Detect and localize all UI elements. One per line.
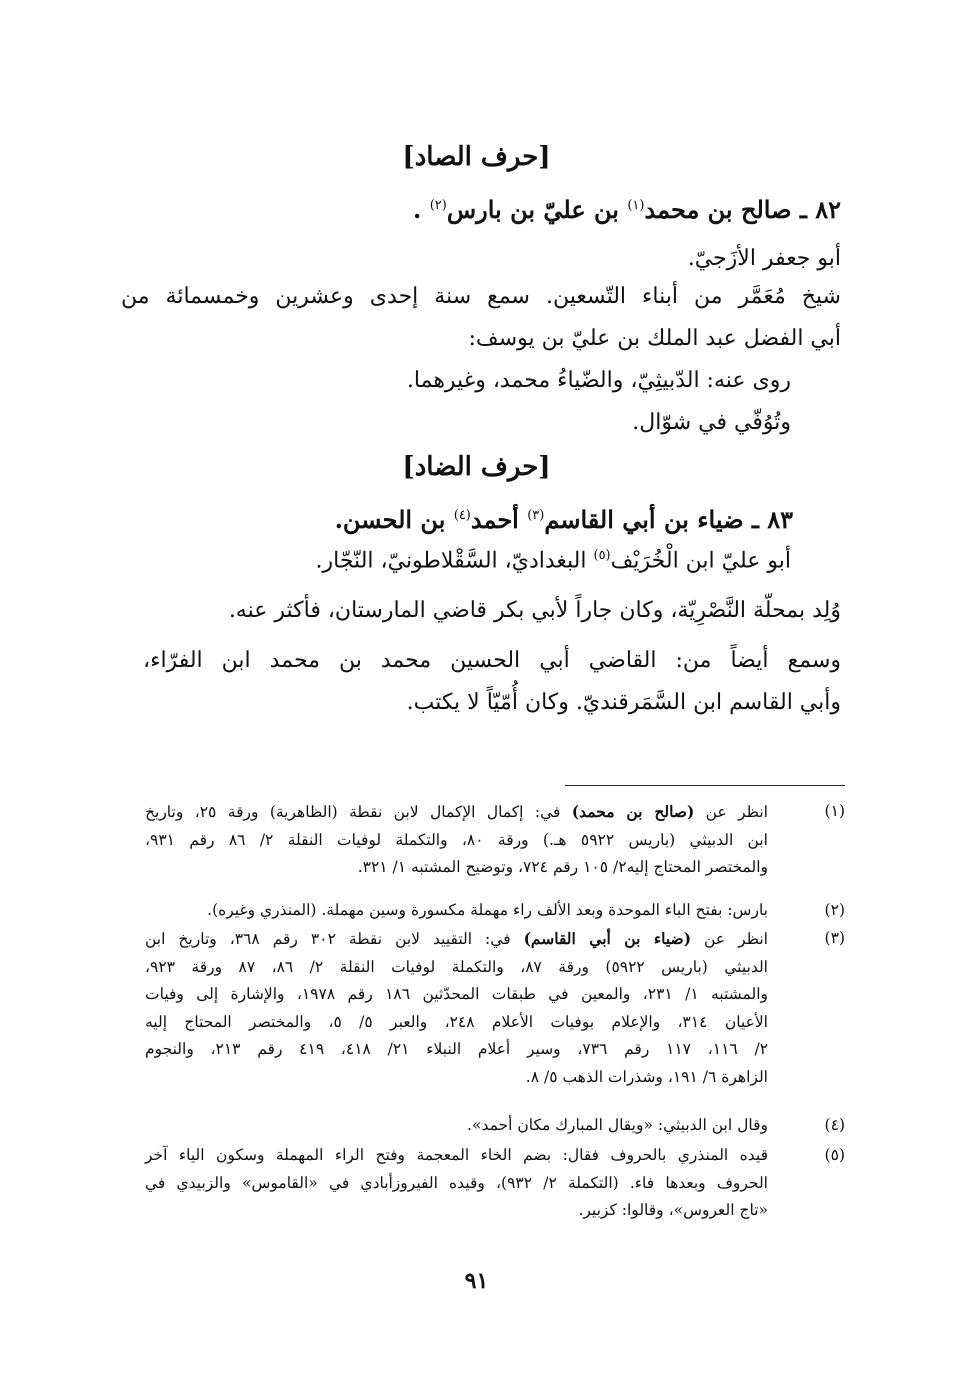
footnote-2 xyxy=(145,897,845,925)
entry-83-name-part-2: أحمد xyxy=(470,505,519,534)
footnote-1-line-2: ابن الدبيثي (باريس ٥٩٢٢ هـ.) ورقة ٨٠، والتكملة لوفيات النقلة ٢/ ٨٦ رقم ٩٣١، xyxy=(145,830,768,849)
footnote-ref-5[interactable]: (٥) xyxy=(593,548,611,563)
footnote-3-line-3: والمشتبه ١/ ٢٣١، والمعين في طبقات المحدّثين ١٨٦ رقم ١٩٧٨، والإشارة إلى وفيات xyxy=(145,985,768,1003)
footnote-ref-2[interactable]: (٢) xyxy=(429,198,447,213)
footnote-1-number: (١) xyxy=(824,802,845,820)
footnote-4 xyxy=(145,1112,845,1140)
entry-82-name-part-2: بن عليّ بن بارس xyxy=(446,195,619,224)
footnote-5-line-3: «تاج العروس»، وقالوا: كزبير. xyxy=(578,1201,768,1219)
entry-83-name-part-3: بن الحسن. xyxy=(334,505,446,534)
footnote-1 xyxy=(145,798,845,882)
entry-82-line-4: روى عنه: الدّبيثِيّ، والضّياءُ محمد، وغيرهما. xyxy=(406,368,791,393)
entry-82-line-3: أبي الفضل عبد الملك بن عليّ بن يوسف: xyxy=(468,326,841,351)
entry-82-name-part-3: . xyxy=(413,195,422,224)
footnote-ref-1[interactable]: (١) xyxy=(627,198,645,213)
footnote-cited-name: (ضياء بن أبي القاسم) xyxy=(523,929,692,948)
section-heading-sad: [حرف الصاد] xyxy=(402,142,551,172)
footnote-3-line-2: الدبيثي (باريس ٥٩٢٢) ورقة ٨٧، والتكملة لوفيات النقلة ٢/ ٨٦، ٨٧ ورقة ٩٢٣، xyxy=(145,957,768,976)
entry-83-line-1 xyxy=(316,548,791,573)
entry-83-nisba: البغداديّ، السَّقْلاطونيّ، النّجّار. xyxy=(315,548,587,574)
entry-83-line-2: وُلِد بمحلّة النَّصْرِيّة، وكان جاراً لأبي بكر قاضي المارستان، فأكثر عنه. xyxy=(228,598,841,623)
section-heading-dad: [حرف الضاد] xyxy=(402,452,551,482)
entry-83-line-4: وأبي القاسم ابن السَّمَرقنديّ. وكان أُمّيّاً لا يكتب. xyxy=(406,690,841,715)
footnote-3-line-6: الزاهرة ٦/ ١٩١، وشذرات الذهب ٥/ ٨. xyxy=(525,1067,768,1086)
entry-82-number: ٨٢ ـ xyxy=(799,195,841,224)
entry-82-name-part-1: صالح بن محمد xyxy=(644,195,792,224)
entry-83-kunya: أبو عليّ ابن الْخُرَيْف xyxy=(610,548,791,574)
footnote-1-line-3: والمختصر المحتاج إليه٢/ ١٠٥ رقم ٧٢٤، وتوضيح المشتبه ١/ ٣٢١. xyxy=(357,858,768,876)
entry-82-line-1: أبو جعفر الأزَجيّ. xyxy=(687,246,841,271)
footnote-1-line-1: انظر عن (صالح بن محمد) في: إكمال الإكمال لابن نقطة (الظاهرية) ورقة ٢٥، وتاريخ xyxy=(145,802,768,821)
footnote-3-line-5: ٢/ ١١٦، ١١٧ رقم ٧٣٦، وسير أعلام النبلاء ٢١/ ٤١٨، ٤١٩ رقم ٢١٣، والنجوم xyxy=(145,1040,769,1058)
footnote-divider xyxy=(565,785,845,786)
entry-82-line-5: وتُوُفّي في شوّال. xyxy=(632,410,791,435)
footnote-ref-3[interactable]: (٣) xyxy=(527,508,545,523)
page-number: ٩١ xyxy=(464,1268,489,1294)
footnote-5-line-1: قيده المنذري بالحروف فقال: بضم الخاء المعجمة وفتح الراء المهملة وسكون الياء آخر xyxy=(145,1146,768,1164)
entry-83-line-3: وسمع أيضاً من: القاضي أبي الحسين محمد بن محمد ابن الفرّاء، xyxy=(143,648,841,673)
footnote-5 xyxy=(145,1142,845,1225)
footnote-5-line-2: الحروف وبعدها فاء. (التكملة ٢/ ٩٣٢)، وقيده الفيروزأبادي في «القاموس» والزبيدي في xyxy=(145,1173,768,1192)
footnote-3-line-1: انظر عن (ضياء بن أبي القاسم) في: التقييد لابن نقطة ٣٠٢ رقم ٣٦٨، وتاريخ ابن xyxy=(145,929,768,948)
entry-83-name-part-1: ضياء بن أبي القاسم xyxy=(544,505,744,534)
footnote-2-number: (٢) xyxy=(824,901,845,919)
footnote-3-line-4: الأعيان ٣١٤، والإعلام بوفيات الأعلام ٢٤٨، والعبر ٥/ ٥، والمختصر المحتاج إليه xyxy=(145,1012,768,1031)
footnote-2-line-1: بارس: بفتح الباء الموحدة وبعد الألف راء مهملة مكسورة وسين مهملة. (المنذري وغيره). xyxy=(207,901,768,919)
footnote-cited-name: (صالح بن محمد) xyxy=(571,802,695,821)
footnote-ref-4[interactable]: (٤) xyxy=(453,508,471,523)
entry-83-number: ٨٣ ـ xyxy=(751,505,793,534)
footnote-5-number: (٥) xyxy=(824,1146,845,1164)
footnote-4-line-1: وقال ابن الدبيثي: «ويقال المبارك مكان أحمد». xyxy=(467,1116,768,1134)
footnote-3-number: (٣) xyxy=(824,929,845,947)
footnote-3 xyxy=(145,925,845,1091)
footnote-4-number: (٤) xyxy=(824,1116,845,1134)
entry-83-title xyxy=(335,505,793,534)
entry-82-line-2: شيخ مُعَمَّر من أبناء التّسعين. سمع سنة إحدى وعشرين وخمسمائة من xyxy=(121,284,841,309)
entry-82-title xyxy=(413,195,841,224)
